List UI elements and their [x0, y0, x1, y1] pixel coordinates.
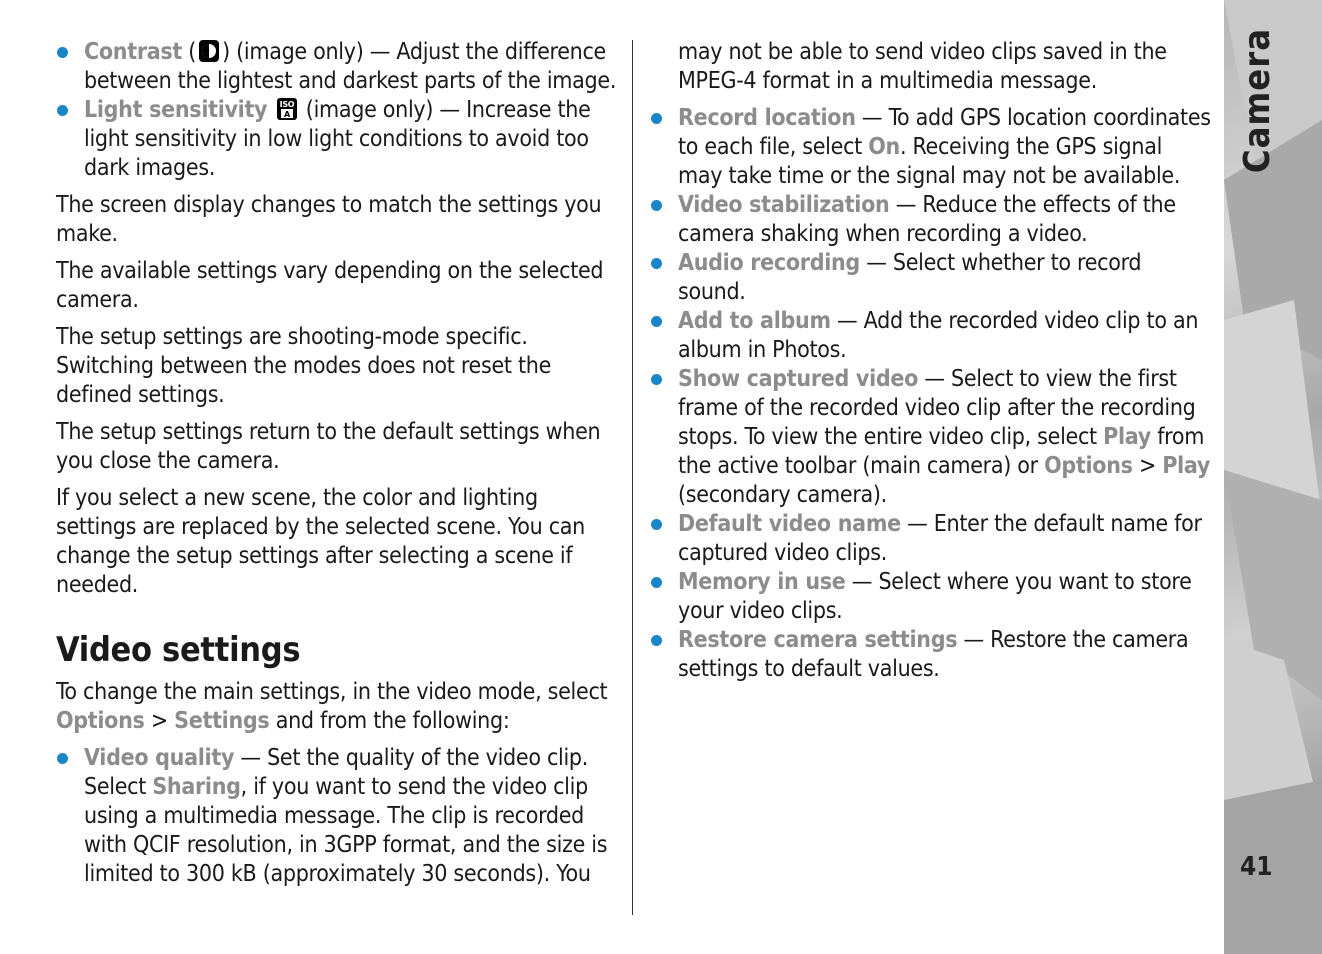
- menu-options: Options: [1044, 453, 1133, 479]
- video-settings-list-continued: [650, 104, 1212, 684]
- term-video-stabilization: Video stabilization: [678, 192, 890, 218]
- list-item-audio-recording: Audio recording — Select whether to record sound.: [650, 249, 1212, 307]
- term-show-captured-video: Show captured video: [678, 366, 919, 392]
- video-settings-list: [56, 744, 620, 889]
- page-number: 41: [1240, 852, 1273, 882]
- svg-text:ISO: ISO: [279, 100, 294, 109]
- iso-auto-icon: [276, 97, 298, 121]
- term-audio-recording: Audio recording: [678, 250, 860, 276]
- section-tab-label: Camera: [1237, 27, 1279, 173]
- option-play: Play: [1103, 424, 1151, 450]
- svg-text:A: A: [283, 110, 290, 119]
- term-add-to-album: Add to album: [678, 308, 831, 334]
- term-default-video-name: Default video name: [678, 511, 901, 537]
- paragraph: If you select a new scene, the color and lighting settings are replaced by the selected scene. You can change the setup settings after selecting a scene if needed.: [56, 485, 585, 598]
- continuation-text: may not be able to send video clips saved in the MPEG-4 format in a multimedia message.: [678, 39, 1167, 94]
- paragraph: The screen display changes to match the settings you make.: [56, 192, 602, 247]
- image-settings-list: [56, 38, 620, 183]
- list-item-video-stabilization: Video stabilization — Reduce the effects of the camera shaking when recording a video.: [650, 191, 1212, 249]
- list-item-memory-in-use: Memory in use — Select where you want to store your video clips.: [650, 568, 1212, 626]
- section-tab: [1237, 27, 1279, 173]
- contrast-icon: [198, 39, 220, 63]
- term-record-location: Record location: [678, 105, 856, 131]
- paragraph: The setup settings are shooting-mode specific. Switching between the modes does not reset the defined settings.: [56, 324, 552, 408]
- term-memory-in-use: Memory in use: [678, 569, 846, 595]
- section-heading: Video settings: [56, 630, 301, 670]
- paragraph: The setup settings return to the default settings when you close the camera.: [56, 419, 601, 474]
- menu-options: Options: [56, 708, 145, 734]
- column-divider: [632, 40, 633, 915]
- list-item-restore-camera-settings: Restore camera settings — Restore the camera settings to default values.: [650, 626, 1212, 684]
- list-item-light-sensitivity: Light sensitivity ISO A (image only) — Increase the light sensitivity in low light conditions to avoid too dark images.: [56, 96, 620, 183]
- list-item-show-captured-video: Show captured video — Select to view the first frame of the recorded video clip after the recording stops. To view the entire video clip, select Play from the active toolbar (main camera) or Options > Play (secondary camera).: [650, 365, 1212, 510]
- option-on: On: [868, 134, 900, 160]
- term-contrast: Contrast: [84, 39, 183, 65]
- left-column: [56, 38, 620, 897]
- list-item-add-to-album: Add to album — Add the recorded video clip to an album in Photos.: [650, 307, 1212, 365]
- list-item-contrast: Contrast ( ) (image only) — Adjust the difference between the lightest and darkest parts of the image.: [56, 38, 620, 96]
- menu-settings: Settings: [174, 708, 270, 734]
- list-item-video-quality: Video quality — Set the quality of the video clip. Select Sharing, if you want to send the video clip using a multimedia message. The clip is recorded with QCIF resolution, in 3GPP format, and the size is limited to 300 kB (approximately 30 seconds). You: [56, 744, 620, 889]
- video-settings-intro: To change the main settings, in the video mode, select Options > Settings and from the following:: [56, 679, 608, 734]
- list-item-default-video-name: Default video name — Enter the default name for captured video clips.: [650, 510, 1212, 568]
- term-video-quality: Video quality: [84, 745, 235, 771]
- right-column: [650, 38, 1212, 692]
- option-play: Play: [1162, 453, 1211, 479]
- option-sharing: Sharing: [152, 774, 241, 800]
- term-restore-camera-settings: Restore camera settings: [678, 627, 958, 653]
- term-light-sensitivity: Light sensitivity: [84, 97, 268, 123]
- paragraph: The available settings vary depending on the selected camera.: [56, 258, 604, 313]
- list-item-record-location: Record location — To add GPS location coordinates to each file, select On. Receiving the GPS signal may take time or the signal may not be available.: [650, 104, 1212, 191]
